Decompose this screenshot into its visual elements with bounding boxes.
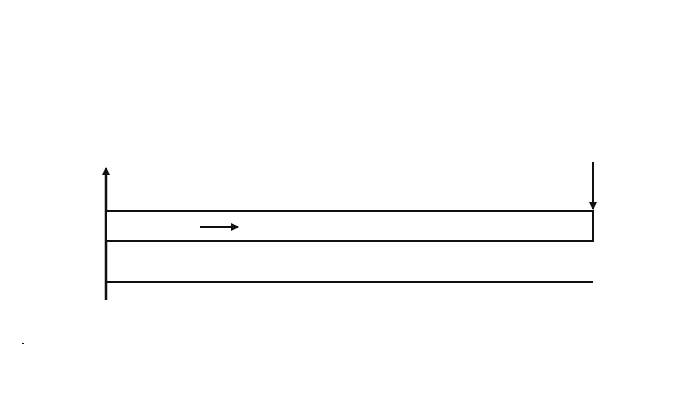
beam: [106, 211, 593, 241]
half-fraction: [22, 343, 24, 344]
